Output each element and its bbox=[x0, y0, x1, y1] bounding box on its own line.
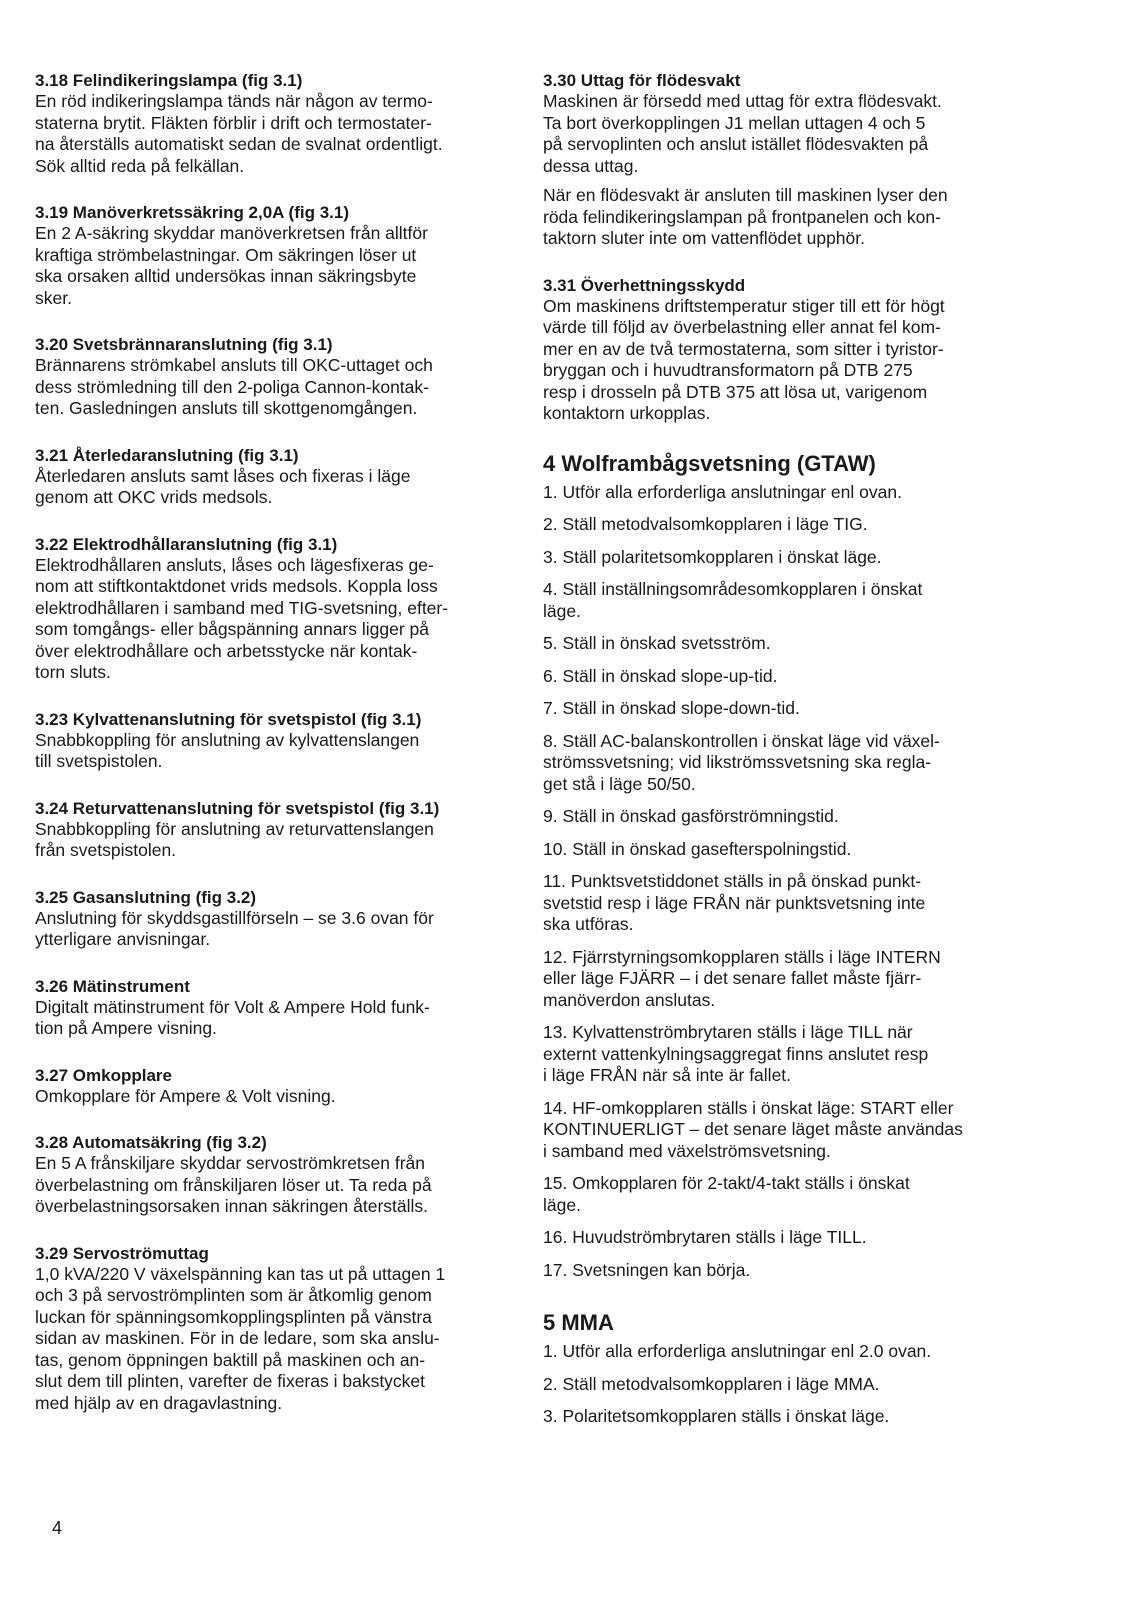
section-3-26 bbox=[35, 976, 520, 1040]
list-item: 17. Svetsningen kan börja. bbox=[543, 1259, 751, 1280]
section-body: Om maskinens driftstemperatur stiger till ett för högt värde till följd av överbelastning eller annat fel kom- mer en av de två termostaterna, som sitter i tyristor- bryggan och i huvudtransformatorn på DTB 275 resp i drosseln på DTB 375 att lösa ut, varigenom kontaktorn urkopplas. bbox=[543, 295, 945, 423]
section-title: 3.26 Mätinstrument bbox=[35, 976, 190, 996]
section-body: Snabbkoppling för anslutning av returvattenslangen från svetspistolen. bbox=[35, 818, 434, 860]
section-title: 3.21 Återledaranslutning (fig 3.1) bbox=[35, 445, 299, 465]
list-item: 12. Fjärrstyrningsomkopplaren ställs i läge INTERN eller läge FJÄRR – i det senare fallet måste fjärr- manöverdon anslutas. bbox=[543, 946, 941, 1010]
chapter-title: 5 MMA bbox=[543, 1310, 614, 1335]
list-item: 7. Ställ in önskad slope-down-tid. bbox=[543, 698, 800, 718]
section-3-29 bbox=[35, 1243, 520, 1415]
section-title: 3.25 Gasanslutning (fig 3.2) bbox=[35, 887, 257, 907]
section-title: 3.23 Kylvattenanslutning för svetspistol (fig 3.1) bbox=[35, 709, 422, 729]
list-item: 3. Polaritetsomkopplaren ställs i önskat läge. bbox=[543, 1406, 890, 1426]
section-3-28 bbox=[35, 1132, 520, 1218]
chapter-4 bbox=[543, 450, 1043, 1282]
list-item: 15. Omkopplaren för 2-takt/4-takt ställs i önskat läge. bbox=[543, 1173, 910, 1215]
section-body: Brännarens strömkabel ansluts till OKC-uttaget och dess strömledning till den 2-poliga Cannon-kontak- ten. Gasledningen ansluts till skottgenomgången. bbox=[35, 355, 433, 418]
list-item: 11. Punktsvetstiddonet ställs in på önskad punkt- svetstid resp i läge FRÅN när punktsvetsning inte ska utföras. bbox=[543, 871, 926, 934]
section-title: 3.29 Servoströmuttag bbox=[35, 1243, 209, 1263]
section-3-19 bbox=[35, 202, 520, 309]
section-3-21 bbox=[35, 445, 520, 509]
list-item: 10. Ställ in önskad gasefterspolningstid. bbox=[543, 838, 852, 859]
section-3-24 bbox=[35, 798, 520, 862]
section-3-27 bbox=[35, 1065, 520, 1108]
step-list bbox=[543, 1341, 1043, 1428]
section-body: En 2 A-säkring skyddar manöverkretsen från alltför kraftiga strömbelastningar. Om säkringen löser ut ska orsaken alltid undersökas innan säkringsbyte sker. bbox=[35, 223, 428, 308]
list-item: 6. Ställ in önskad slope-up-tid. bbox=[543, 665, 778, 686]
section-title: 3.22 Elektrodhållaranslutning (fig 3.1) bbox=[35, 534, 338, 554]
section-body: Maskinen är försedd med uttag för extra flödesvakt. Ta bort överkopplingen J1 mellan uttagen 4 och 5 på servoplinten och anslut istället flödesvakten på dessa uttag. bbox=[543, 91, 942, 176]
section-title: 3.30 Uttag för flödesvakt bbox=[543, 71, 741, 90]
section-3-25 bbox=[35, 887, 520, 951]
section-3-20 bbox=[35, 334, 520, 420]
section-body-continued: När en flödesvakt är ansluten till maskinen lyser den röda felindikeringslampan på frontpanelen och kon- taktorn sluter inte om vattenflödet upphör. bbox=[543, 185, 948, 248]
section-body: 1,0 kVA/220 V växelspänning kan tas ut på uttagen 1 och 3 på servoströmplinten som är åtkomlig genom luckan för spänningsomkopplingsplinten på vänstra sidan av maskinen. För in de ledare, som ska anslu- tas, genom öppningen baktill på maskinen och an- slut dem till plinten, varefter de fixeras i bakstycket med hjälp av en dragavlastning. bbox=[35, 1263, 446, 1413]
list-item: 2. Ställ metodvalsomkopplaren i läge TIG. bbox=[543, 514, 868, 534]
page-number: 4 bbox=[52, 1518, 63, 1538]
section-title: 3.19 Manöverkretssäkring 2,0A (fig 3.1) bbox=[35, 203, 350, 222]
section-body: Återledaren ansluts samt låses och fixeras i läge genom att OKC vrids medsols. bbox=[35, 465, 411, 507]
section-body: En 5 A frånskiljare skyddar servoströmkretsen från överbelastning om frånskiljaren löser ut. Ta reda på överbelastningsorsaken innan säkringen återställs. bbox=[35, 1153, 432, 1216]
section-title: 3.24 Returvattenanslutning för svetspistol (fig 3.1) bbox=[35, 798, 440, 818]
section-body: Omkopplare för Ampere & Volt visning. bbox=[35, 1085, 336, 1106]
section-3-22 bbox=[35, 534, 520, 684]
list-item: 13. Kylvattenströmbrytaren ställs i läge TILL när externt vattenkylningsaggregat finns anslutet resp i läge FRÅN när så inte är fallet. bbox=[543, 1022, 929, 1085]
chapter-5 bbox=[543, 1309, 1043, 1428]
section-title: 3.20 Svetsbrännaranslutning (fig 3.1) bbox=[35, 335, 333, 354]
section-title: 3.28 Automatsäkring (fig 3.2) bbox=[35, 1133, 267, 1152]
section-body: Elektrodhållaren ansluts, låses och lägesfixeras ge- nom att stiftkontaktdonet vrids medsols. Koppla loss elektrodhållaren i samband med TIG-svetsning, efter- som tomgångs- eller bågspänning annars ligger på över elektrodhållare och arbetsstycke när kontak- torn sluts. bbox=[35, 554, 449, 682]
list-item: 16. Huvudströmbrytaren ställs i läge TILL. bbox=[543, 1227, 867, 1247]
chapter-title: 4 Wolframbågsvetsning (GTAW) bbox=[543, 450, 876, 476]
section-title: 3.18 Felindikeringslampa (fig 3.1) bbox=[35, 71, 303, 90]
section-3-18 bbox=[35, 70, 520, 177]
section-title: 3.31 Överhettningsskydd bbox=[543, 275, 746, 295]
list-item: 4. Ställ inställningsområdesomkopplaren i önskat läge. bbox=[543, 579, 923, 621]
list-item: 1. Utför alla erforderliga anslutningar enl ovan. bbox=[543, 481, 902, 502]
section-body: En röd indikeringslampa tänds när någon av termo- staterna brytit. Fläkten förblir i drift och termostater- na återställs automatiskt sedan de svalnat ordentligt. Sök alltid reda på felkällan. bbox=[35, 91, 443, 176]
section-body: Anslutning för skyddsgastillförseln – se 3.6 ovan för ytterligare anvisningar. bbox=[35, 907, 434, 949]
section-body: Snabbkoppling för anslutning av kylvattenslangen till svetspistolen. bbox=[35, 729, 420, 771]
section-3-31 bbox=[543, 275, 1043, 425]
list-item: 8. Ställ AC-balanskontrollen i önskat läge vid växel- strömssvetsning; vid likströmssvetsning ska regla- get stå i läge 50/50. bbox=[543, 730, 940, 794]
list-item: 2. Ställ metodvalsomkopplaren i läge MMA. bbox=[543, 1373, 880, 1394]
list-item: 1. Utför alla erforderliga anslutningar enl 2.0 ovan. bbox=[543, 1341, 932, 1361]
section-3-30 bbox=[543, 70, 1043, 250]
right-column bbox=[543, 70, 1043, 1439]
list-item: 3. Ställ polaritetsomkopplaren i önskat läge. bbox=[543, 546, 882, 567]
section-title: 3.27 Omkopplare bbox=[35, 1065, 173, 1085]
section-body: Digitalt mätinstrument för Volt & Ampere Hold funk- tion på Ampere visning. bbox=[35, 996, 430, 1038]
list-item: 14. HF-omkopplaren ställs i önskat läge: START eller KONTINUERLIGT – det senare läget måste användas i samband med växelströmsvetsning. bbox=[543, 1097, 963, 1161]
list-item: 9. Ställ in önskad gasförströmningstid. bbox=[543, 806, 839, 826]
section-3-23 bbox=[35, 709, 520, 773]
left-column bbox=[35, 70, 520, 1439]
step-list bbox=[543, 482, 1043, 1282]
list-item: 5. Ställ in önskad svetsström. bbox=[543, 633, 771, 653]
